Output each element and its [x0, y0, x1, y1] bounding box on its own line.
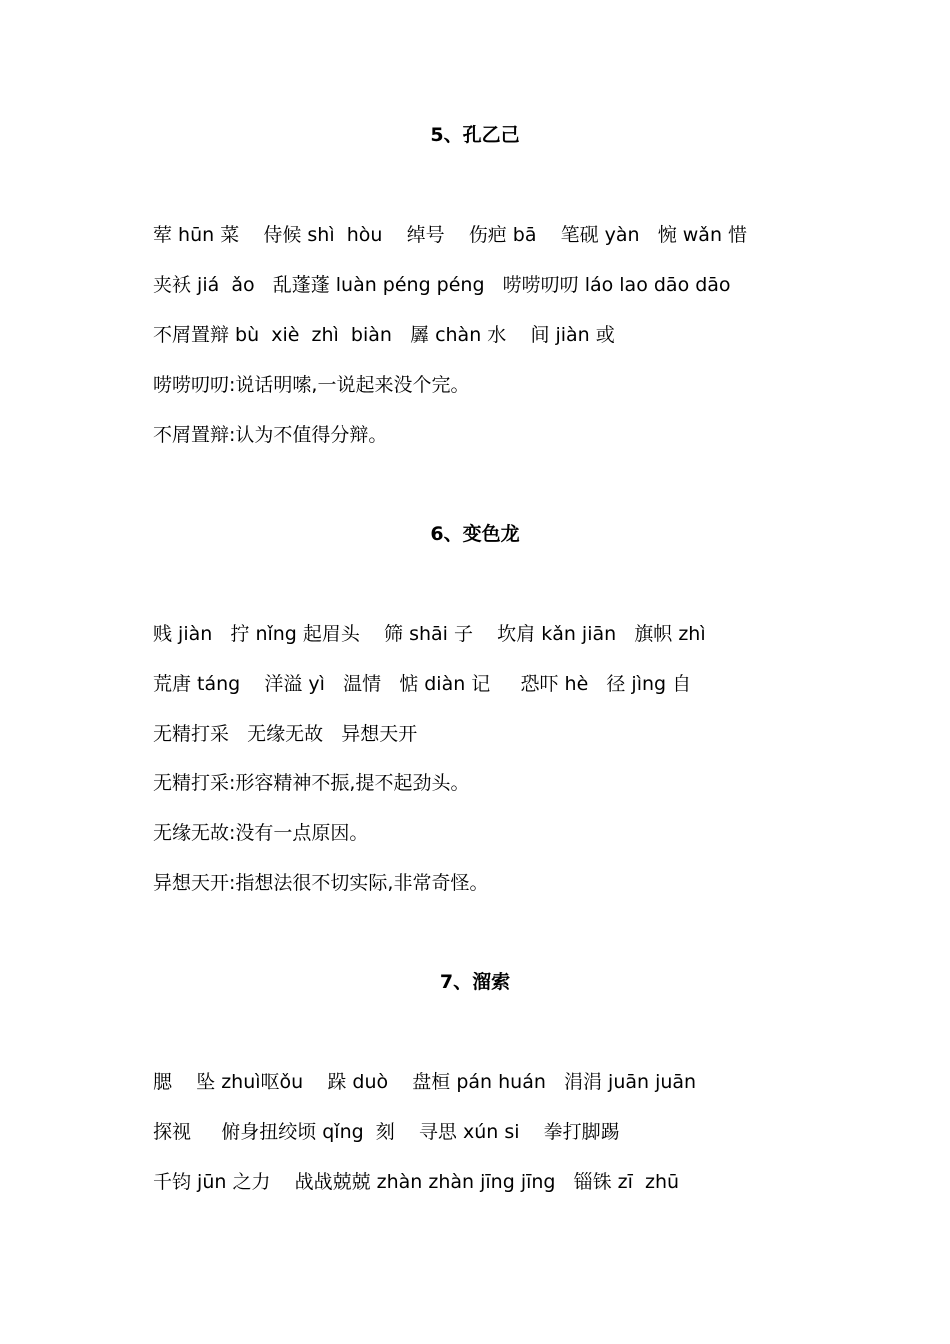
vocab-line: 千钧 jūn 之力 战战兢兢 zhàn zhàn jīng jīng 锱铢 zī zhū [153, 1171, 680, 1193]
vocab-line: 荒唐 táng 洋溢 yì 温情 惦 diàn 记 恐吓 hè 径 jìng 自 [153, 673, 692, 695]
section-title-chameleon: 6、变色龙 [430, 523, 520, 545]
vocab-line: 夹袄 jiá ǎo 乱蓬蓬 luàn péng péng 唠唠叨叨 láo lao dāo dāo [153, 274, 731, 296]
definition-line: 不屑置辩:认为不值得分辩。 [153, 424, 388, 446]
vocab-line: 贱 jiàn 拧 nǐng 起眉头 筛 shāi 子 坎肩 kǎn jiān 旗帜 zhì [153, 623, 706, 645]
vocab-line: 荤 hūn 菜 侍候 shì hòu 绰号 伤疤 bā 笔砚 yàn 惋 wǎn 惜 [153, 224, 748, 246]
vocab-line: 腮 坠 zhuì呕ǒu 跺 duò 盘桓 pán huán 涓涓 juān juān [153, 1071, 697, 1093]
vocab-line: 探视 俯身扭绞顷 qǐng 刻 寻思 xún si 拳打脚踢 [153, 1121, 620, 1143]
vocab-line: 不屑置辩 bù xiè zhì biàn 羼 chàn 水 间 jiàn 或 [153, 324, 615, 346]
definition-line: 唠唠叨叨:说话明嗦,一说起来没个完。 [153, 374, 470, 396]
definition-line: 无缘无故:没有一点原因。 [153, 822, 369, 844]
section-title-liusuo: 7、溜索 [439, 971, 511, 993]
section-title-kong-yiji: 5、孔乙己 [430, 124, 520, 146]
definition-line: 无精打采:形容精神不振,提不起劲头。 [153, 772, 470, 794]
definition-line: 异想天开:指想法很不切实际,非常奇怪。 [153, 872, 489, 894]
vocab-line: 无精打采 无缘无故 异想天开 [153, 723, 418, 745]
